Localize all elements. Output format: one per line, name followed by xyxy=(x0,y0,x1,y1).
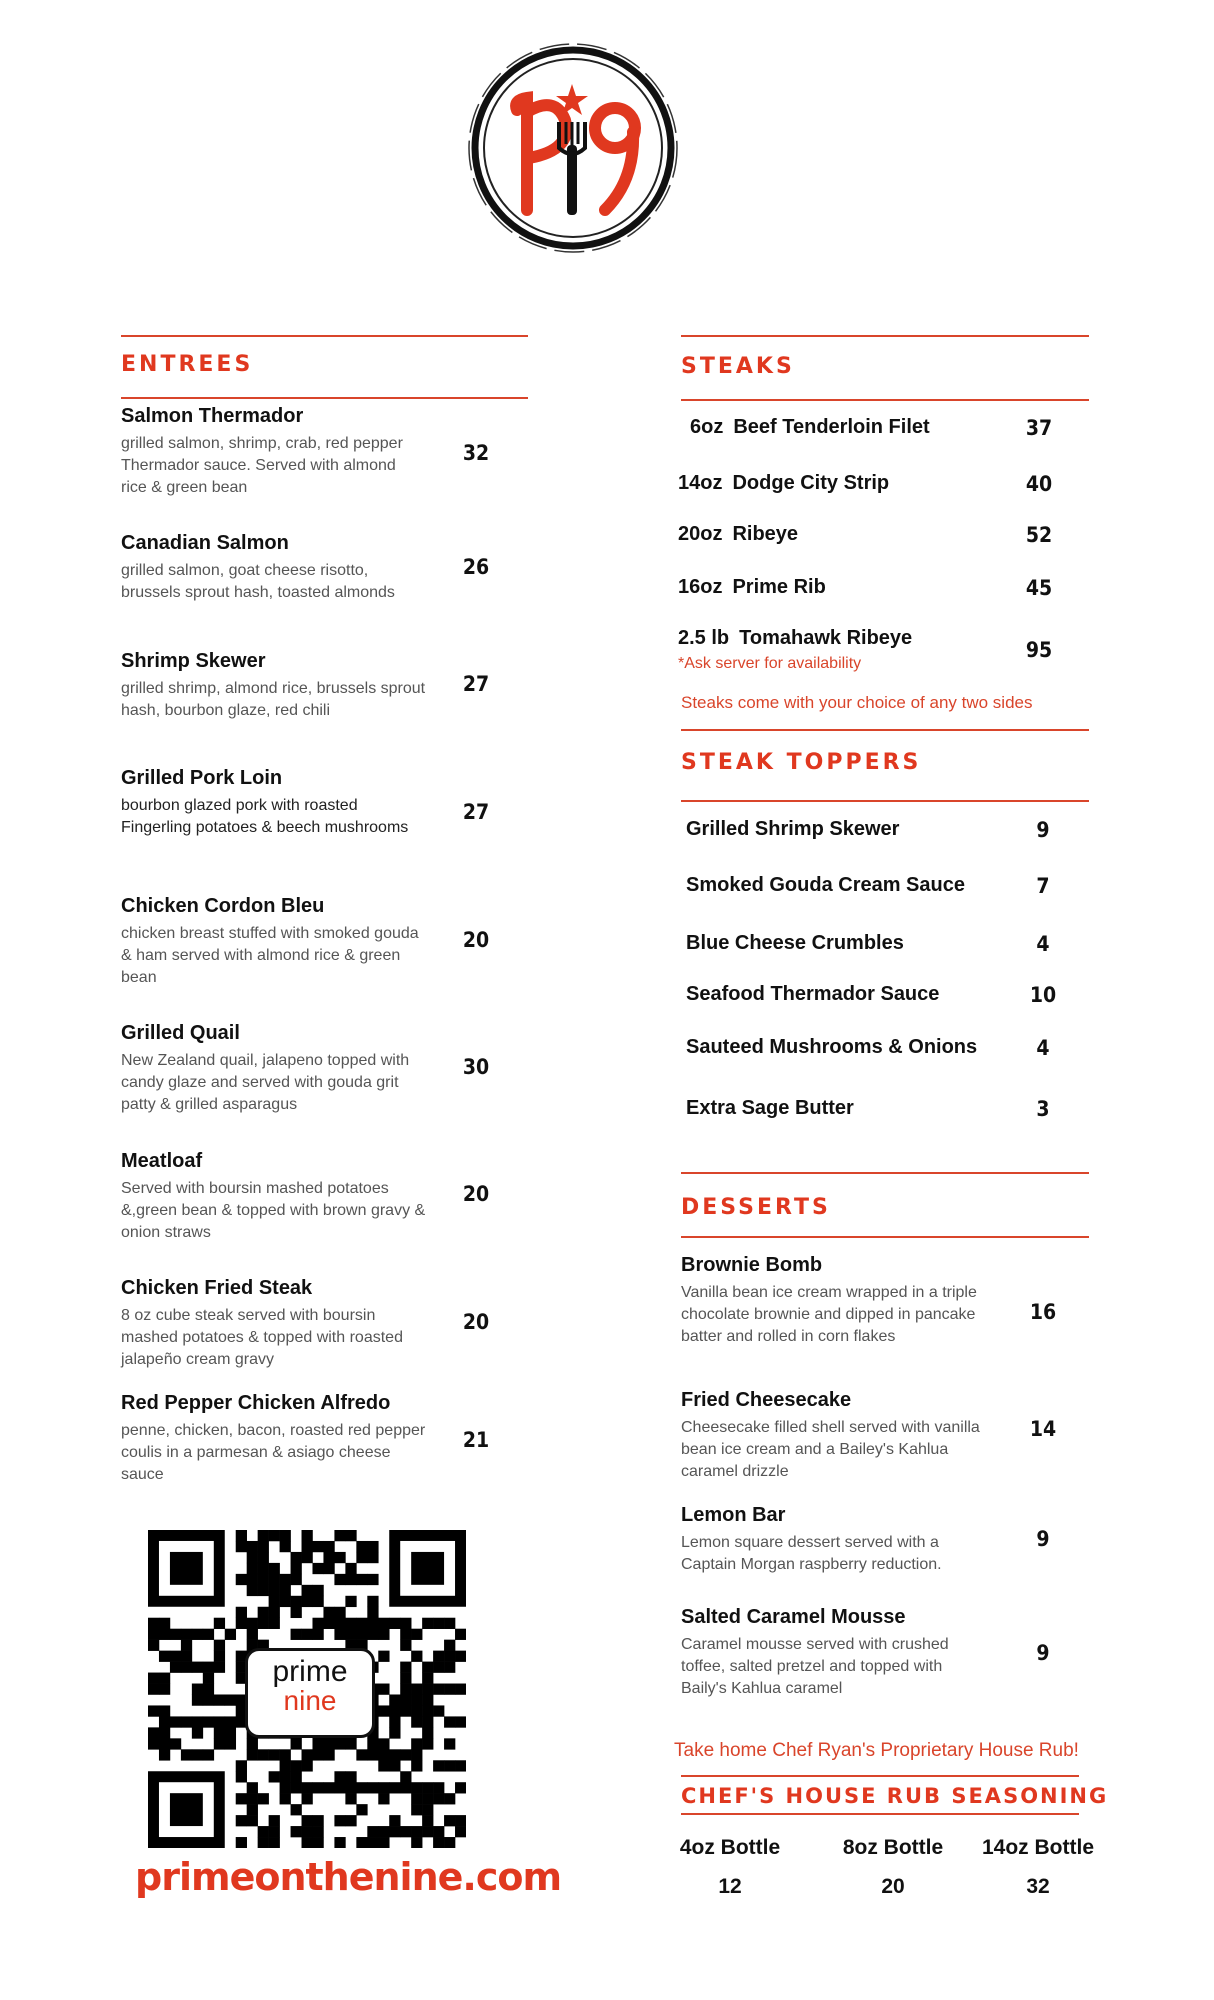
entree-price: 27 xyxy=(462,672,490,696)
entree-description: Served with boursin mashed potatoes &,green bean & topped with brown gravy & onion straws xyxy=(121,1180,426,1241)
steak-price: 52 xyxy=(1025,523,1053,547)
steak-item xyxy=(678,523,798,546)
entree-price: 20 xyxy=(462,1182,490,1206)
topper-name: Blue Cheese Crumbles xyxy=(686,932,904,954)
toppers-title: STEAK TOPPERS xyxy=(681,750,922,775)
entree-name: Meatloaf xyxy=(121,1150,203,1172)
dessert-description: Vanilla bean ice cream wrapped in a triple chocolate brownie and dipped in pancake batter and rolled in corn flakes xyxy=(681,1284,977,1345)
entree-name: Chicken Cordon Bleu xyxy=(121,895,325,917)
entree-description: New Zealand quail, jalapeno topped with candy glaze and served with gouda grit patty & grilled asparagus xyxy=(121,1052,410,1113)
rub-promo: Take home Chef Ryan's Proprietary House Rub! xyxy=(674,1740,1079,1761)
steaks-title: STEAKS xyxy=(681,354,795,379)
entree-description: bourbon glazed pork with roasted Fingerling potatoes & beech mushrooms xyxy=(121,797,409,836)
dessert-description: Lemon square dessert served with a Captain Morgan raspberry reduction. xyxy=(681,1534,942,1573)
entree-description: 8 oz cube steak served with boursin mashed potatoes & topped with roasted jalapeño cream gravy xyxy=(121,1307,403,1368)
entree-name: Salmon Thermador xyxy=(121,405,304,427)
entree-price: 20 xyxy=(462,1310,490,1334)
steak-name: Ribeye xyxy=(732,523,799,545)
dessert-name: Lemon Bar xyxy=(681,1504,786,1526)
dessert-price: 14 xyxy=(1029,1417,1057,1441)
website-link[interactable]: primeonthenine.com xyxy=(135,1855,562,1899)
dessert-price: 9 xyxy=(1036,1641,1050,1665)
rub-title: CHEF'S HOUSE RUB SEASONING xyxy=(681,1784,1109,1808)
entree-description: grilled shrimp, almond rice, brussels sprout hash, bourbon glaze, red chili xyxy=(121,680,426,719)
dessert-price: 9 xyxy=(1036,1527,1050,1551)
steak-name: Prime Rib xyxy=(732,576,826,598)
steak-price: 95 xyxy=(1025,638,1053,662)
steak-price: 37 xyxy=(1025,416,1053,440)
sides-note: Steaks come with your choice of any two sides xyxy=(681,693,1033,712)
desserts-title: DESSERTS xyxy=(681,1195,831,1220)
topper-price: 4 xyxy=(1036,1036,1050,1060)
steak-name: Dodge City Strip xyxy=(732,472,890,494)
entree-price: 21 xyxy=(462,1428,490,1452)
entree-price: 26 xyxy=(462,555,490,579)
entree-name: Grilled Pork Loin xyxy=(121,767,283,789)
entree-price: 27 xyxy=(462,800,490,824)
rub-bottle-label: 14oz Bottle xyxy=(981,1836,1094,1859)
dessert-name: Brownie Bomb xyxy=(681,1254,823,1276)
topper-name: Sauteed Mushrooms & Onions xyxy=(686,1036,978,1058)
rub-bottle-label: 4oz Bottle xyxy=(679,1836,781,1859)
steak-size: 16oz xyxy=(678,576,723,598)
steak-item xyxy=(678,576,826,599)
topper-price: 4 xyxy=(1036,932,1050,956)
rub-bottle-price: 20 xyxy=(881,1875,905,1898)
entree-price: 30 xyxy=(462,1055,490,1079)
steak-item xyxy=(690,416,930,439)
steak-size: 20oz xyxy=(678,523,723,545)
steak-size: 2.5 lb xyxy=(678,627,730,649)
rub-bottle-price: 32 xyxy=(1026,1875,1050,1898)
topper-price: 9 xyxy=(1036,818,1050,842)
logo-mark xyxy=(465,40,681,256)
steak-size: 14oz xyxy=(678,472,723,494)
topper-price: 3 xyxy=(1036,1097,1050,1121)
topper-price: 7 xyxy=(1036,874,1050,898)
dessert-price: 16 xyxy=(1029,1300,1057,1324)
dessert-description: Cheesecake filled shell served with vanilla bean ice cream and a Bailey's Kahlua caramel drizzle xyxy=(681,1419,980,1480)
steak-name: Tomahawk Ribeye xyxy=(739,627,913,649)
steak-name: Beef Tenderloin Filet xyxy=(733,416,930,438)
steak-price: 45 xyxy=(1025,576,1053,600)
topper-name: Grilled Shrimp Skewer xyxy=(686,818,900,840)
rub-bottle-label: 8oz Bottle xyxy=(842,1836,944,1859)
topper-name: Seafood Thermador Sauce xyxy=(686,983,940,1005)
entree-price: 32 xyxy=(462,441,490,465)
qr-center-logo: prime nine xyxy=(245,1648,375,1738)
entree-price: 20 xyxy=(462,928,490,952)
entree-description: penne, chicken, bacon, roasted red pepper coulis in a parmesan & asiago cheese sauce xyxy=(121,1422,426,1483)
topper-name: Extra Sage Butter xyxy=(686,1097,854,1119)
rub-bottle-price: 12 xyxy=(718,1875,742,1898)
dessert-description: Caramel mousse served with crushed toffee, salted pretzel and topped with Baily's Kahlua caramel xyxy=(681,1636,949,1697)
qr-code xyxy=(148,1530,466,1848)
steak-item xyxy=(678,472,889,495)
topper-price: 10 xyxy=(1029,983,1057,1007)
entree-name: Shrimp Skewer xyxy=(121,650,266,672)
entree-name: Grilled Quail xyxy=(121,1022,240,1044)
steak-item xyxy=(678,627,912,650)
entree-name: Chicken Fried Steak xyxy=(121,1277,313,1299)
steak-price: 40 xyxy=(1025,472,1053,496)
topper-name: Smoked Gouda Cream Sauce xyxy=(686,874,965,896)
availability-note: *Ask server for availability xyxy=(678,655,862,672)
entree-description: grilled salmon, shrimp, crab, red pepper Thermador sauce. Served with almond rice & green bean xyxy=(121,435,403,496)
entree-description: grilled salmon, goat cheese risotto, brussels sprout hash, toasted almonds xyxy=(121,562,395,601)
steak-size: 6oz xyxy=(690,416,724,438)
logo xyxy=(465,40,681,256)
dessert-name: Fried Cheesecake xyxy=(681,1389,852,1411)
entree-name: Canadian Salmon xyxy=(121,532,289,554)
dessert-name: Salted Caramel Mousse xyxy=(681,1606,906,1628)
entree-description: chicken breast stuffed with smoked gouda & ham served with almond rice & green bean xyxy=(121,925,419,986)
entrees-title: ENTREES xyxy=(121,352,254,377)
entree-name: Red Pepper Chicken Alfredo xyxy=(121,1392,391,1414)
